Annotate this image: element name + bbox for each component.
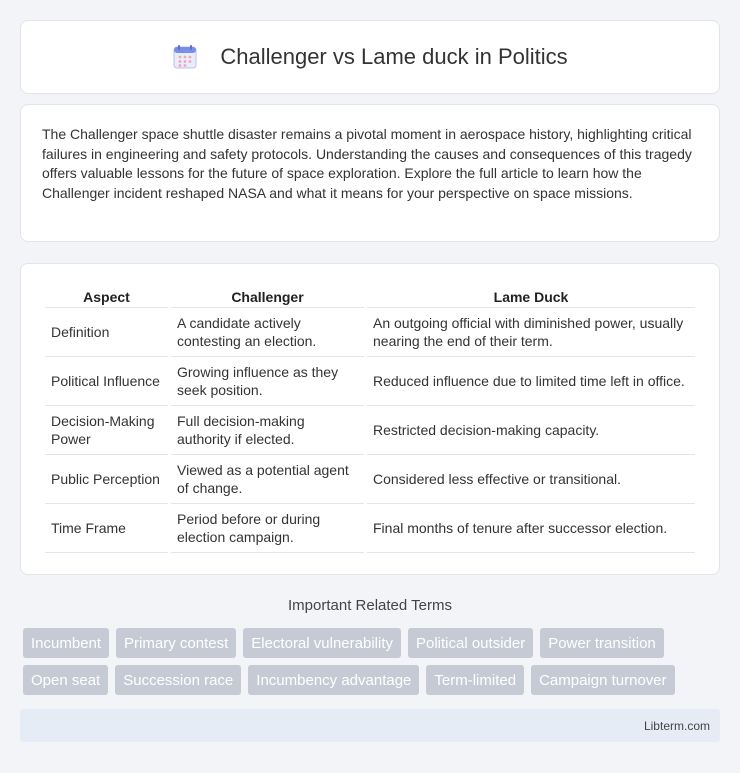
related-term-tag[interactable]: Electoral vulnerability [243,628,401,658]
table-header-row [45,284,695,308]
table-row [45,406,695,455]
header-lame-duck: Lame Duck [367,284,695,308]
cell-lame-duck: Reduced influence due to limited time left in office. [367,357,695,406]
cell-aspect: Decision-Making Power [45,406,168,455]
related-term-tag[interactable]: Open seat [23,665,108,695]
cell-aspect: Time Frame [45,504,168,553]
cell-aspect: Public Perception [45,455,168,504]
related-terms-title: Important Related Terms [288,597,452,614]
cell-lame-duck: An outgoing official with diminished power, usually nearing the end of their term. [367,308,695,357]
table-row [45,308,695,357]
comparison-table-card [20,263,720,575]
related-term-tag[interactable]: Incumbency advantage [248,665,419,695]
cell-challenger: A candidate actively contesting an election. [171,308,364,357]
table-row [45,455,695,504]
title-card [20,20,720,94]
related-term-tag[interactable]: Primary contest [116,628,236,658]
related-term-tag[interactable]: Succession race [115,665,241,695]
cell-lame-duck: Final months of tenure after successor election. [367,504,695,553]
related-term-tag[interactable]: Political outsider [408,628,533,658]
header-challenger: Challenger [171,284,364,308]
header-aspect: Aspect [45,284,168,308]
footer [20,709,720,742]
related-term-tag[interactable]: Incumbent [23,628,109,658]
cell-challenger: Full decision-making authority if elected. [171,406,364,455]
cell-aspect: Definition [45,308,168,357]
page-title: Challenger vs Lame duck in Politics [220,44,568,69]
related-term-tag[interactable]: Power transition [540,628,664,658]
cell-lame-duck: Considered less effective or transitional. [367,455,695,504]
cell-challenger: Growing influence as they seek position. [171,357,364,406]
comparison-table [42,284,698,553]
calendar-icon [172,44,198,70]
table-row [45,357,695,406]
related-term-tag[interactable]: Term-limited [426,665,524,695]
cell-challenger: Period before or during election campaign. [171,504,364,553]
footer-site-link[interactable]: Libterm.com [643,718,710,733]
related-terms-list [23,628,723,695]
cell-aspect: Political Influence [45,357,168,406]
intro-card [20,104,720,242]
cell-challenger: Viewed as a potential agent of change. [171,455,364,504]
table-row [45,504,695,553]
cell-lame-duck: Restricted decision-making capacity. [367,406,695,455]
related-term-tag[interactable]: Campaign turnover [531,665,675,695]
intro-text: The Challenger space shuttle disaster remains a pivotal moment in aerospace history, highlighting critical failures in engineering and safety protocols. Understanding the causes and consequences of this tragedy offers valuable lessons for the future of space exploration. Explore the full article to learn how the Challenger incident reshaped NASA and what it means for your perspective on space missions. [42,126,692,201]
